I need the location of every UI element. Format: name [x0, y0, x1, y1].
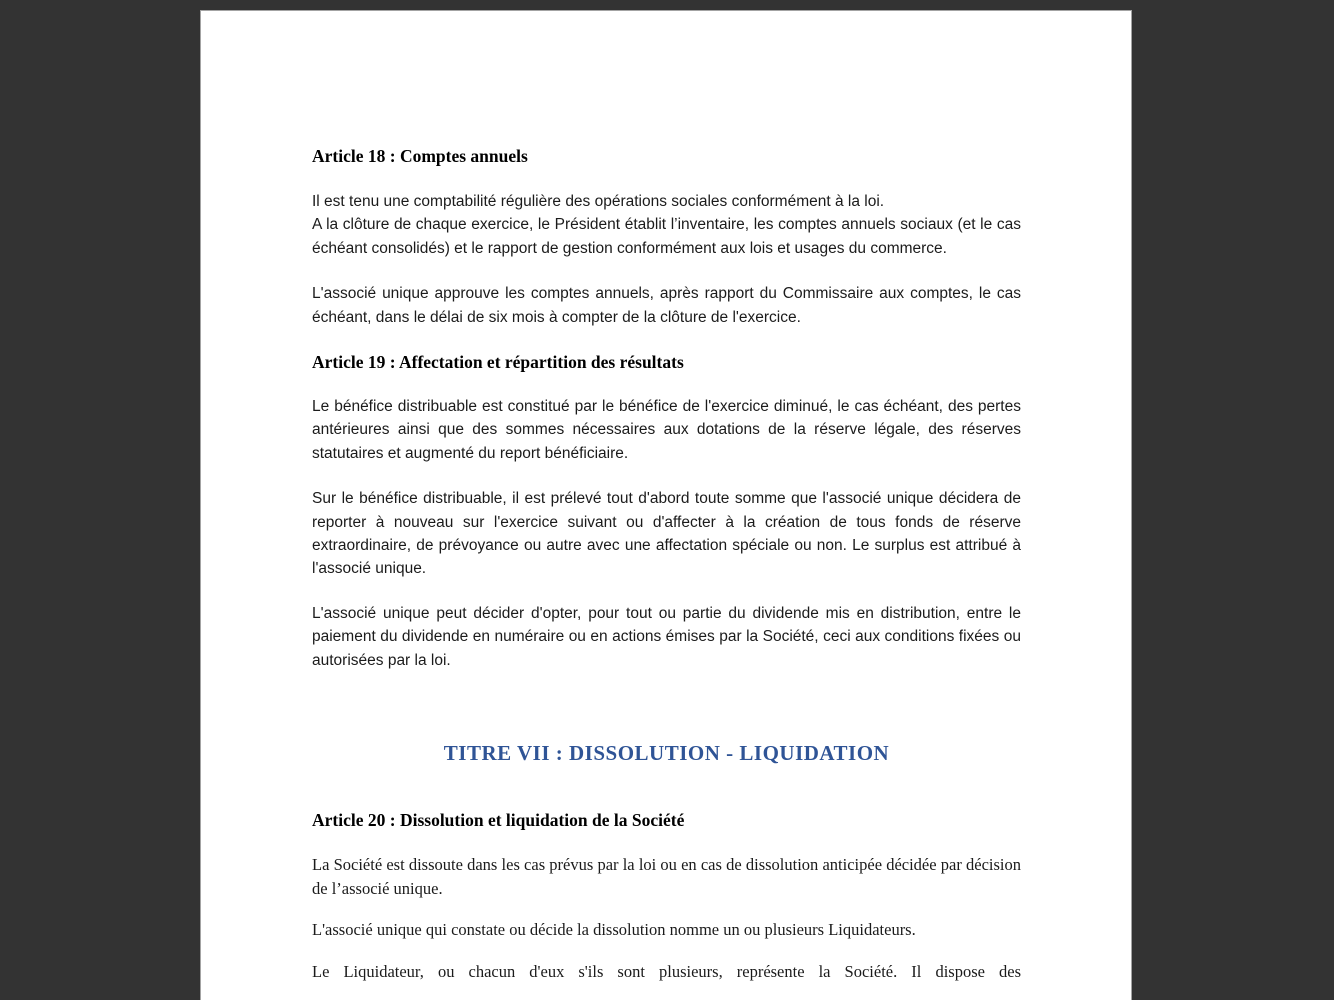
paragraph-profit-allocation: Sur le bénéfice distribuable, il est prélevé tout d'abord toute somme que l'associé unique décidera de reporter à nouveau sur l'exercice suivant ou d'affecter à la création de tous fonds de réserve extraordinaire, de prévoyance ou autre avec une affectation spéciale ou non. Le surplus est attribué à l'associé unique.	[312, 490, 1021, 578]
paragraph-liquidator-powers-partial: Le Liquidateur, ou chacun d'eux s'ils sont plusieurs, représente la Société. Il dispose des	[312, 962, 1021, 982]
article-19-heading: Article 19 : Affectation et répartition des résultats	[312, 352, 684, 373]
article-20-heading: Article 20 : Dissolution et liquidation de la Société	[312, 810, 685, 831]
paragraph-distributable-profit: Le bénéfice distribuable est constitué par le bénéfice de l'exercice diminué, le cas échéant, des pertes antérieures ainsi que des sommes nécessaires aux dotations de la réserve légale, des réserves statutaires et augmenté du report bénéficiaire.	[312, 398, 1021, 462]
page-content	[201, 11, 1131, 984]
paragraph-approval-accounts: L'associé unique approuve les comptes annuels, après rapport du Commissaire aux comptes, le cas échéant, dans le délai de six mois à compter de la clôture de l'exercice.	[312, 285, 1021, 326]
paragraph-dissolution-cases: La Société est dissoute dans les cas prévus par la loi ou en cas de dissolution anticipée décidée par décision de l’associé unique.	[312, 855, 1021, 899]
document-page	[200, 10, 1132, 1000]
article-18-heading: Article 18 : Comptes annuels	[312, 146, 528, 166]
paragraph-liquidator-appointment: L'associé unique qui constate ou décide la dissolution nomme un ou plusieurs Liquidateurs.	[312, 920, 916, 940]
paragraph-dividend-option: L'associé unique peut décider d'opter, pour tout ou partie du dividende mis en distribution, entre le paiement du dividende en numéraire ou en actions émises par la Société, ceci aux conditions fixées ou autorisées par la loi.	[312, 604, 1021, 669]
titre-7-heading: TITRE VII : DISSOLUTION - LIQUIDATION	[443, 741, 890, 766]
paragraph-accounting-intro: Il est tenu une comptabilité régulière des opérations sociales conformément à la loi.	[312, 193, 885, 210]
paragraph-closing-inventory: A la clôture de chaque exercice, le Président établit l’inventaire, les comptes annuels sociaux (et le cas échéant consolidés) et le rapport de gestion conformément aux lois et usages du commerce.	[312, 216, 1021, 257]
